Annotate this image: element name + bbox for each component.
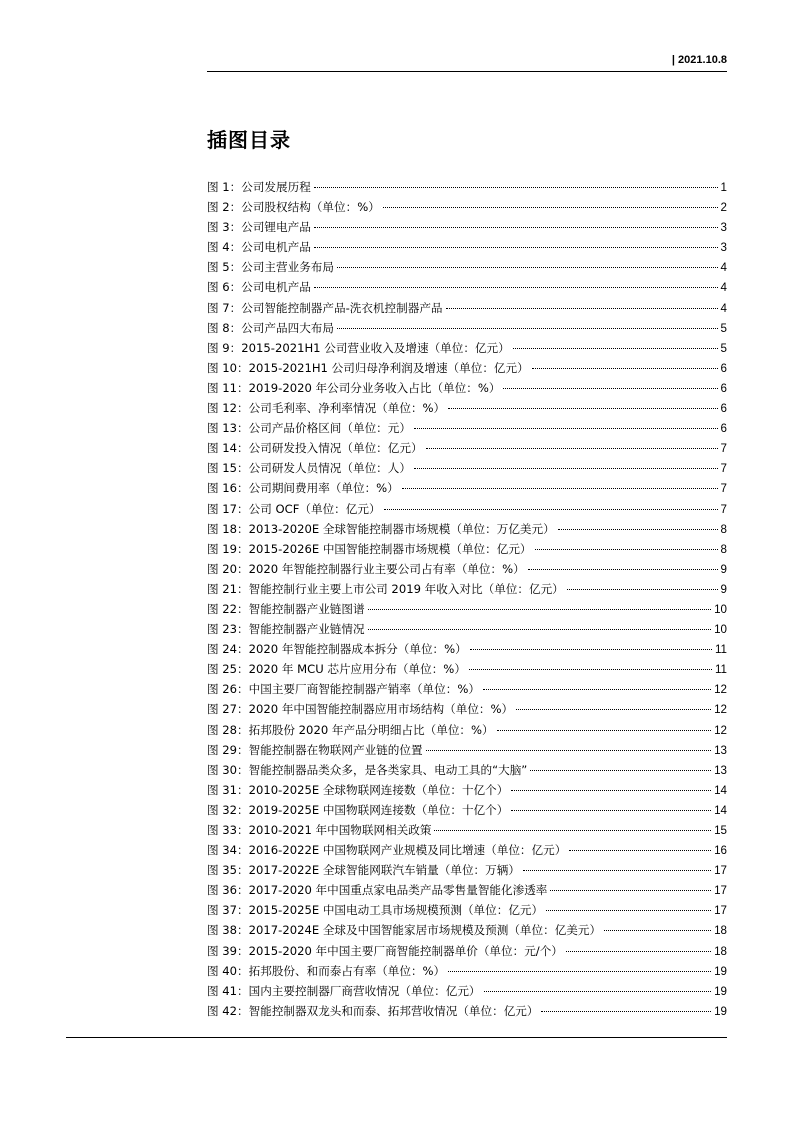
toc-entry-page: 6 bbox=[720, 402, 727, 416]
toc-entry-label: 图 39：2015-2020 年中国主要厂商智能控制器单价（单位：元/个） bbox=[207, 943, 563, 958]
toc-entry-page: 13 bbox=[714, 743, 727, 757]
toc-dot-leader bbox=[497, 730, 711, 731]
figure-toc-list bbox=[207, 177, 727, 1021]
toc-dot-leader bbox=[446, 308, 718, 309]
toc-entry-page: 5 bbox=[720, 341, 727, 355]
toc-entry-label: 图 13：公司产品价格区间（单位：元） bbox=[207, 421, 411, 436]
toc-entry-page: 3 bbox=[720, 221, 727, 235]
toc-entry-label: 图 32：2019-2025E 中国物联网连接数（单位：十亿个） bbox=[207, 802, 509, 817]
toc-entry-page: 15 bbox=[714, 824, 727, 837]
toc-entry-page: 11 bbox=[714, 663, 727, 677]
toc-entry-label: 图 24：2020 年智能控制器成本拆分（单位：%） bbox=[207, 642, 467, 657]
toc-entry-page: 4 bbox=[720, 261, 727, 275]
toc-dot-leader bbox=[426, 750, 712, 751]
toc-entry-label: 图 5：公司主营业务布局 bbox=[207, 260, 334, 275]
toc-dot-leader bbox=[513, 348, 718, 349]
toc-dot-leader bbox=[314, 247, 718, 248]
toc-entry-label: 图 26：中国主要厂商智能控制器产销率（单位：%） bbox=[207, 682, 480, 697]
toc-dot-leader bbox=[470, 649, 712, 650]
toc-entry-page: 10 bbox=[714, 602, 727, 616]
toc-dot-leader bbox=[384, 509, 718, 510]
toc-entry-page: 11 bbox=[714, 643, 727, 657]
toc-entry-label: 图 23：智能控制器产业链情况 bbox=[207, 622, 365, 637]
toc-entry-label: 图 31：2010-2025E 全球物联网连接数（单位：十亿个） bbox=[207, 782, 509, 797]
toc-dot-leader bbox=[368, 609, 712, 610]
toc-entry-label: 图 36：2017-2020 年中国重点家电品类产品零售量智能化渗透率 bbox=[207, 883, 548, 898]
toc-entry[interactable] bbox=[207, 559, 727, 579]
toc-entry[interactable] bbox=[207, 920, 727, 940]
toc-entry-label: 图 38：2017-2024E 全球及中国智能家居市场规模及预测（单位：亿美元） bbox=[207, 923, 602, 938]
toc-entry-page: 19 bbox=[714, 964, 727, 978]
toc-entry-page: 2 bbox=[720, 201, 727, 215]
toc-dot-leader bbox=[469, 669, 712, 670]
toc-entry-page: 7 bbox=[720, 462, 727, 476]
toc-entry-page: 17 bbox=[714, 904, 727, 918]
toc-entry-label: 图 17：公司 OCF（单位：亿元） bbox=[207, 501, 381, 516]
toc-entry[interactable] bbox=[207, 478, 727, 498]
toc-entry-page: 19 bbox=[714, 984, 727, 998]
toc-entry-page: 19 bbox=[714, 1004, 727, 1018]
toc-entry[interactable] bbox=[207, 237, 727, 257]
toc-entry[interactable] bbox=[207, 619, 727, 639]
toc-entry-label: 图 7：公司智能控制器产品-洗衣机控制器产品 bbox=[207, 300, 443, 315]
toc-entry-label: 图 10：2015-2021H1 公司归母净利润及增速（单位：亿元） bbox=[207, 360, 529, 375]
toc-entry-label: 图 35：2017-2022E 全球智能网联汽车销量（单位：万辆） bbox=[207, 863, 520, 878]
toc-dot-leader bbox=[550, 890, 711, 891]
header-divider bbox=[207, 71, 727, 72]
toc-dot-leader bbox=[503, 388, 717, 389]
toc-entry[interactable] bbox=[207, 418, 727, 438]
toc-entry-page: 4 bbox=[720, 281, 727, 295]
toc-entry[interactable] bbox=[207, 1001, 727, 1021]
toc-entry[interactable] bbox=[207, 298, 727, 318]
toc-dot-leader bbox=[511, 810, 711, 811]
toc-entry-label: 图 28：拓邦股份 2020 年产品分明细占比（单位：%） bbox=[207, 722, 494, 737]
toc-entry-page: 4 bbox=[720, 301, 727, 315]
toc-entry[interactable] bbox=[207, 197, 727, 217]
toc-entry-label: 图 22：智能控制器产业链图谱 bbox=[207, 601, 365, 616]
toc-entry-label: 图 27：2020 年中国智能控制器应用市场结构（单位：%） bbox=[207, 702, 514, 717]
toc-entry[interactable] bbox=[207, 760, 727, 780]
toc-entry-page: 1 bbox=[720, 181, 727, 194]
toc-entry-label: 图 9：2015-2021H1 公司营业收入及增速（单位：亿元） bbox=[207, 340, 510, 355]
toc-entry[interactable] bbox=[207, 659, 727, 679]
toc-dot-leader bbox=[604, 930, 711, 931]
toc-entry-page: 12 bbox=[714, 723, 727, 737]
report-date: | 2021.10.8 bbox=[671, 54, 727, 66]
toc-entry[interactable] bbox=[207, 941, 727, 961]
toc-dot-leader bbox=[530, 770, 711, 771]
toc-dot-leader bbox=[558, 529, 718, 530]
toc-dot-leader bbox=[566, 951, 711, 952]
toc-entry-page: 14 bbox=[714, 803, 727, 817]
footer-divider bbox=[66, 1037, 727, 1038]
toc-entry-page: 12 bbox=[714, 683, 727, 697]
toc-entry-page: 7 bbox=[720, 442, 727, 456]
toc-entry-page: 6 bbox=[720, 361, 727, 375]
toc-entry[interactable] bbox=[207, 639, 727, 659]
toc-dot-leader bbox=[414, 468, 718, 469]
toc-entry-page: 14 bbox=[714, 783, 727, 797]
toc-entry-label: 图 6：公司电机产品 bbox=[207, 280, 311, 295]
toc-entry-page: 18 bbox=[714, 924, 727, 938]
toc-dot-leader bbox=[532, 368, 718, 369]
toc-entry[interactable] bbox=[207, 378, 727, 398]
toc-dot-leader bbox=[434, 830, 711, 831]
toc-entry[interactable] bbox=[207, 358, 727, 378]
toc-entry-label: 图 4：公司电机产品 bbox=[207, 240, 311, 255]
toc-dot-leader bbox=[523, 870, 711, 871]
toc-entry-label: 图 15：公司研发人员情况（单位：人） bbox=[207, 461, 411, 476]
toc-dot-leader bbox=[383, 207, 718, 208]
toc-dot-leader bbox=[535, 549, 718, 550]
toc-dot-leader bbox=[569, 850, 711, 851]
toc-entry-label: 图 1：公司发展历程 bbox=[207, 180, 311, 194]
toc-dot-leader bbox=[567, 589, 718, 590]
toc-entry-page: 7 bbox=[720, 502, 727, 516]
toc-entry[interactable] bbox=[207, 257, 727, 277]
toc-entry-page: 6 bbox=[720, 381, 727, 395]
toc-dot-leader bbox=[546, 910, 711, 911]
toc-entry-page: 5 bbox=[720, 321, 727, 335]
toc-entry-page: 10 bbox=[714, 623, 727, 637]
toc-entry-label: 图 30：智能控制器品类众多，是各类家具、电动工具的“大脑” bbox=[207, 762, 528, 777]
toc-entry-page: 16 bbox=[714, 844, 727, 858]
toc-entry-label: 图 40：拓邦股份、和而泰占有率（单位：%） bbox=[207, 963, 446, 978]
toc-entry-page: 9 bbox=[720, 562, 727, 576]
toc-entry-label: 图 33：2010-2021 年中国物联网相关政策 bbox=[207, 823, 432, 837]
toc-dot-leader bbox=[511, 790, 711, 791]
toc-entry-label: 图 37：2015-2025E 中国电动工具市场规模预测（单位：亿元） bbox=[207, 903, 544, 918]
toc-entry-page: 8 bbox=[720, 522, 727, 536]
toc-entry-label: 图 3：公司锂电产品 bbox=[207, 220, 311, 235]
toc-entry-label: 图 8：公司产品四大布局 bbox=[207, 320, 334, 335]
toc-entry[interactable] bbox=[207, 217, 727, 237]
toc-entry-label: 图 19：2015-2026E 中国智能控制器市场规模（单位：亿元） bbox=[207, 541, 532, 556]
toc-entry[interactable] bbox=[207, 539, 727, 559]
toc-entry-page: 8 bbox=[720, 542, 727, 556]
toc-entry[interactable] bbox=[207, 679, 727, 699]
toc-entry[interactable] bbox=[207, 820, 727, 840]
toc-entry-page: 3 bbox=[720, 241, 727, 255]
toc-entry[interactable] bbox=[207, 438, 727, 458]
toc-dot-leader bbox=[448, 971, 711, 972]
toc-entry-page: 12 bbox=[714, 703, 727, 717]
toc-entry-label: 图 34：2016-2022E 中国物联网产业规模及同比增速（单位：亿元） bbox=[207, 843, 567, 858]
toc-entry[interactable] bbox=[207, 740, 727, 760]
toc-entry[interactable] bbox=[207, 800, 727, 820]
toc-dot-leader bbox=[541, 1011, 711, 1012]
toc-entry-label: 图 18：2013-2020E 全球智能控制器市场规模（单位：万亿美元） bbox=[207, 521, 555, 536]
toc-entry[interactable] bbox=[207, 519, 727, 539]
toc-entry-page: 7 bbox=[720, 482, 727, 496]
toc-entry-label: 图 25：2020 年 MCU 芯片应用分布（单位：%） bbox=[207, 662, 466, 677]
toc-dot-leader bbox=[368, 629, 712, 630]
toc-dot-leader bbox=[516, 709, 711, 710]
toc-entry-page: 9 bbox=[720, 582, 727, 596]
toc-entry-label: 图 29：智能控制器在物联网产业链的位置 bbox=[207, 742, 423, 757]
toc-dot-leader bbox=[314, 287, 718, 288]
toc-entry[interactable] bbox=[207, 277, 727, 297]
toc-entry[interactable] bbox=[207, 579, 727, 599]
toc-entry[interactable] bbox=[207, 961, 727, 981]
toc-dot-leader bbox=[426, 448, 718, 449]
toc-entry[interactable] bbox=[207, 900, 727, 920]
toc-dot-leader bbox=[337, 328, 718, 329]
toc-entry-page: 17 bbox=[714, 884, 727, 898]
toc-entry[interactable] bbox=[207, 398, 727, 418]
toc-dot-leader bbox=[314, 227, 718, 228]
toc-dot-leader bbox=[402, 488, 718, 489]
toc-entry-page: 18 bbox=[714, 944, 727, 958]
toc-dot-leader bbox=[314, 187, 718, 188]
toc-entry-label: 图 11：2019-2020 年公司分业务收入占比（单位：%） bbox=[207, 380, 501, 395]
toc-entry[interactable] bbox=[207, 458, 727, 478]
toc-entry-label: 图 42：智能控制器双龙头和而泰、拓邦营收情况（单位：亿元） bbox=[207, 1003, 539, 1018]
toc-dot-leader bbox=[483, 689, 711, 690]
toc-dot-leader bbox=[528, 569, 718, 570]
toc-dot-leader bbox=[448, 408, 717, 409]
toc-entry-label: 图 14：公司研发投入情况（单位：亿元） bbox=[207, 441, 423, 456]
toc-entry[interactable] bbox=[207, 338, 727, 358]
toc-entry[interactable] bbox=[207, 720, 727, 740]
toc-entry[interactable] bbox=[207, 499, 727, 519]
toc-entry[interactable] bbox=[207, 860, 727, 880]
toc-entry-label: 图 20：2020 年智能控制器行业主要公司占有率（单位：%） bbox=[207, 561, 525, 576]
toc-entry-label: 图 16：公司期间费用率（单位：%） bbox=[207, 481, 399, 496]
toc-entry[interactable] bbox=[207, 318, 727, 338]
toc-entry[interactable] bbox=[207, 780, 727, 800]
toc-entry[interactable] bbox=[207, 699, 727, 719]
toc-entry-label: 图 12：公司毛利率、净利率情况（单位：%） bbox=[207, 401, 446, 416]
toc-dot-leader bbox=[337, 267, 718, 268]
toc-entry[interactable] bbox=[207, 840, 727, 860]
toc-entry[interactable] bbox=[207, 880, 727, 900]
toc-entry-label: 图 41：国内主要控制器厂商营收情况（单位：亿元） bbox=[207, 983, 481, 998]
toc-dot-leader bbox=[414, 428, 718, 429]
toc-entry[interactable] bbox=[207, 981, 727, 1001]
toc-entry[interactable] bbox=[207, 599, 727, 619]
toc-entry-label: 图 21：智能控制行业主要上市公司 2019 年收入对比（单位：亿元） bbox=[207, 581, 564, 596]
toc-entry-label: 图 2：公司股权结构（单位：%） bbox=[207, 200, 380, 215]
toc-entry-page: 17 bbox=[714, 864, 727, 878]
toc-entry-page: 6 bbox=[720, 422, 727, 436]
toc-dot-leader bbox=[484, 991, 712, 992]
toc-entry[interactable] bbox=[207, 177, 727, 197]
toc-entry-page: 13 bbox=[714, 763, 727, 777]
toc-title: 插图目录 bbox=[207, 128, 291, 152]
